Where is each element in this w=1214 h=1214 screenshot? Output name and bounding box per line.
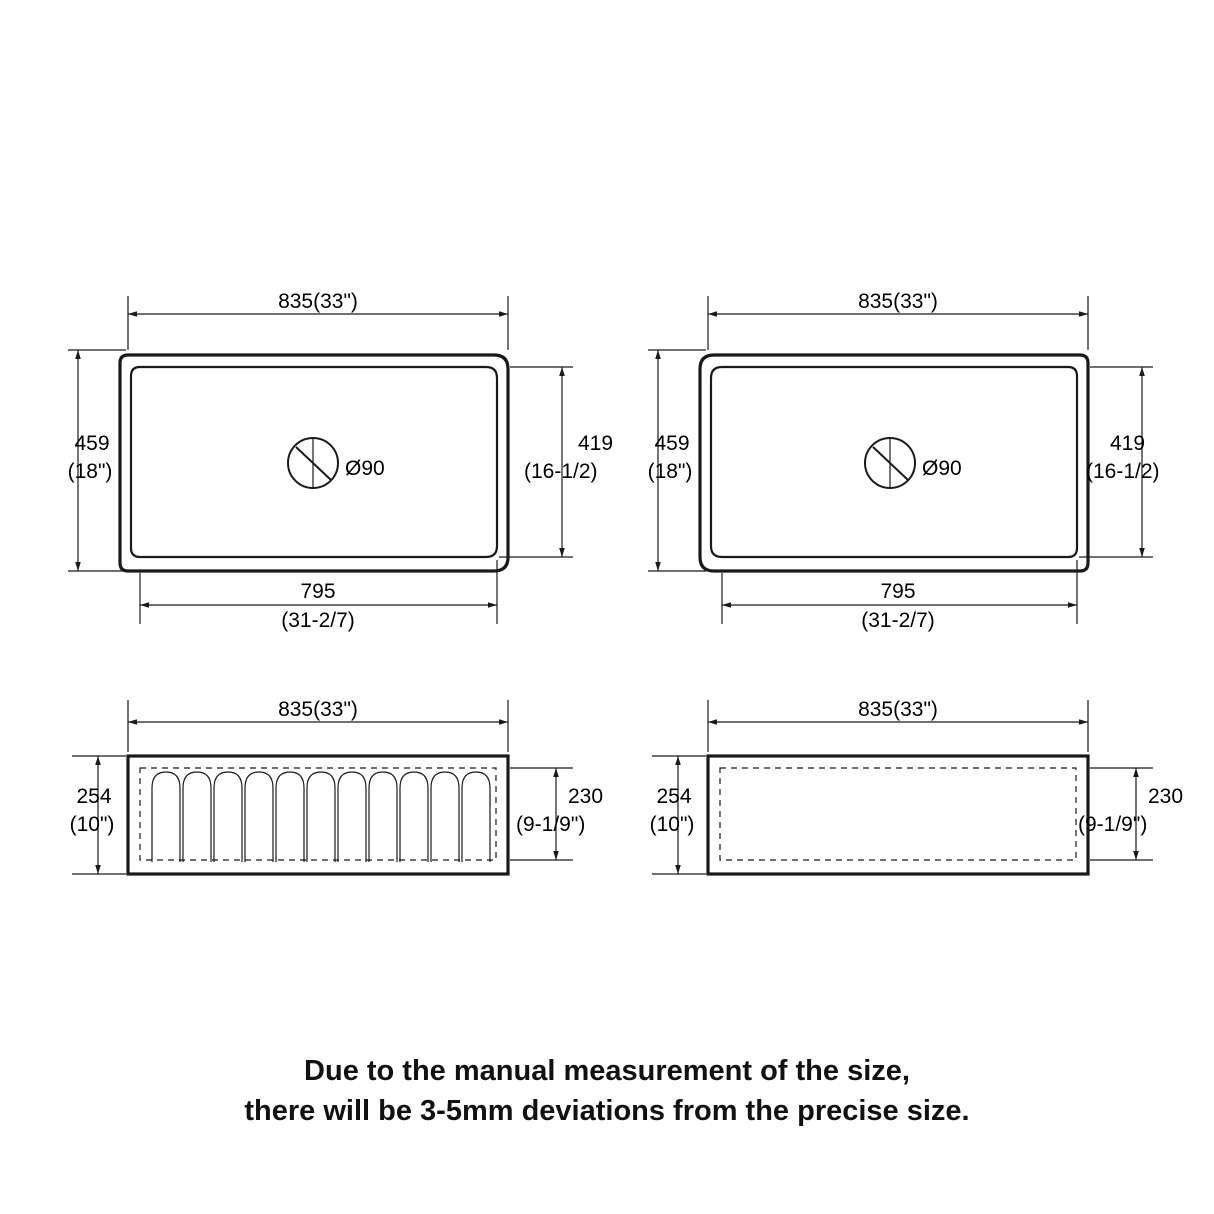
dim-top-left-height-alt: (18") <box>67 460 113 483</box>
front-view-plain-group <box>650 698 1183 874</box>
dim-front-left-inner-height: 230 <box>568 785 604 808</box>
dim-top-right-height: 459 <box>654 432 690 455</box>
drain-label-left: Ø90 <box>345 457 385 480</box>
flute-group <box>152 772 490 862</box>
dim-front-right-inner-height-alt: (9-1/9") <box>1078 813 1148 836</box>
dim-front-left-height-alt: (10") <box>69 813 115 836</box>
dim-top-right-width: 835(33") <box>858 290 938 313</box>
dim-top-right-inner-width: 795 <box>880 580 916 603</box>
top-view-left-group <box>68 290 613 632</box>
dim-front-left-inner-height-alt: (9-1/9") <box>516 813 586 836</box>
dim-front-left-height: 254 <box>76 785 112 808</box>
top-view-right-group <box>648 290 1160 632</box>
dim-top-left-height: 459 <box>74 432 110 455</box>
dim-top-left-width: 835(33") <box>278 290 358 313</box>
dim-top-left-inner-height-alt: (16-1/2) <box>524 460 598 483</box>
dim-front-right-inner-height: 230 <box>1148 785 1184 808</box>
dim-top-left-inner-width-alt: (31-2/7) <box>281 609 355 632</box>
dim-front-right-height: 254 <box>656 785 692 808</box>
dim-top-left-inner-height: 419 <box>578 432 614 455</box>
dim-front-right-width: 835(33") <box>858 698 938 721</box>
dim-top-right-inner-width-alt: (31-2/7) <box>861 609 935 632</box>
dim-front-right-height-alt: (10") <box>649 813 695 836</box>
note-line-2: there will be 3-5mm deviations from the precise size. <box>244 1095 970 1127</box>
dim-front-left-width: 835(33") <box>278 698 358 721</box>
dim-top-right-height-alt: (18") <box>647 460 693 483</box>
note-line-1: Due to the manual measurement of the size, <box>304 1055 910 1087</box>
dim-top-left-inner-width: 795 <box>300 580 336 603</box>
dim-top-right-inner-height-alt: (16-1/2) <box>1086 460 1160 483</box>
drain-label-right: Ø90 <box>922 457 962 480</box>
dim-top-right-inner-height: 419 <box>1110 432 1146 455</box>
front-view-fluted-group <box>70 698 603 874</box>
